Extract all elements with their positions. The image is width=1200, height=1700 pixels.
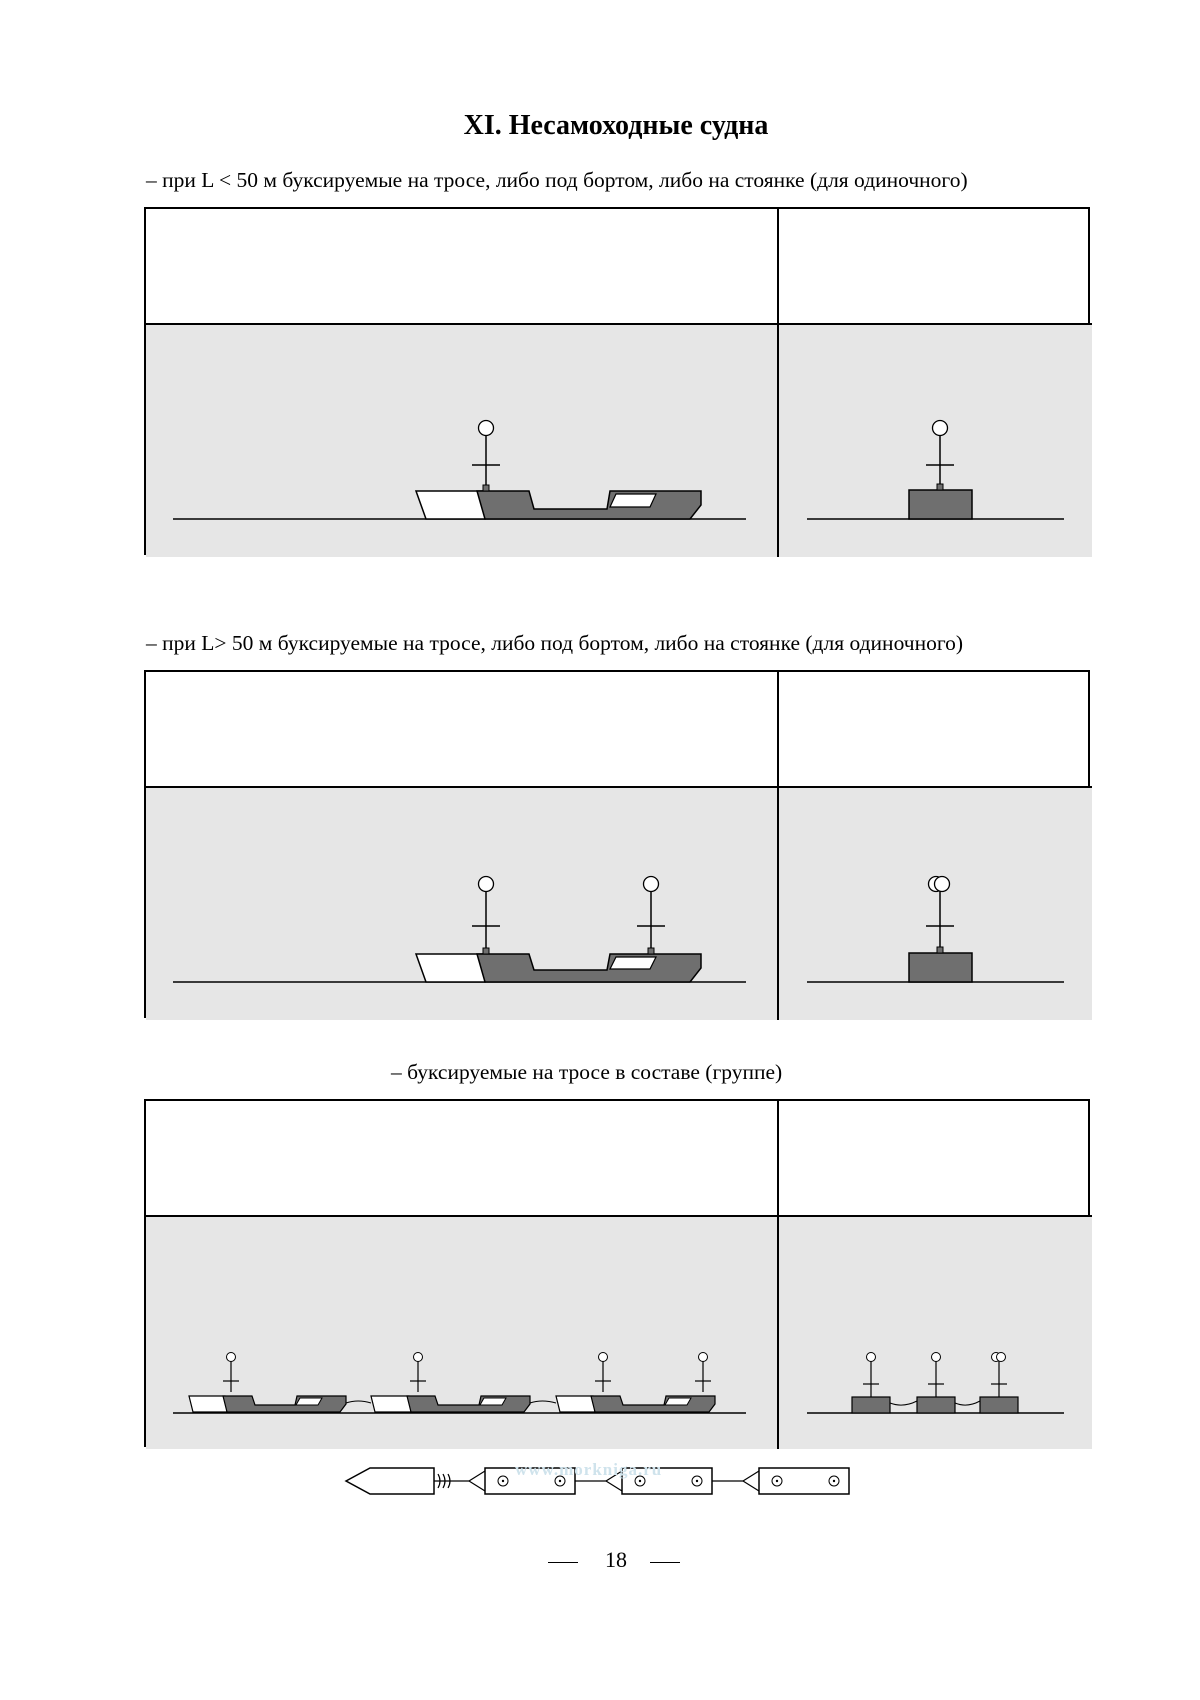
page-title: XI. Несамоходные судна: [463, 110, 769, 141]
barge-plan-3: [759, 1468, 849, 1494]
barge-end-view: [909, 953, 972, 982]
panel-1-drawing: [146, 209, 1092, 557]
panel-2-drawing: [146, 672, 1092, 1020]
page-number-dash-right: [650, 1562, 680, 1563]
panel-3-drawing: [146, 1101, 1092, 1449]
panel-2: [144, 670, 1090, 1018]
section-1-caption: – при L < 50 м буксируемые на тросе, либо под бортом, либо на стоянке (для одиночного): [146, 168, 968, 192]
panel-3: [144, 1099, 1090, 1447]
section-3-caption: – буксируемые на тросе в составе (группе): [391, 1060, 783, 1084]
tug-plan: [346, 1468, 434, 1494]
water-area: [146, 787, 1092, 1020]
water-area: [146, 324, 1092, 557]
barge-end-view: [909, 490, 972, 519]
panel-1: [144, 207, 1090, 555]
watermark: www.morkniga.ru: [515, 1460, 663, 1479]
page-number: 18: [605, 1547, 627, 1572]
section-2-caption: – при L> 50 м буксируемые на тросе, либо под бортом, либо на стоянке (для одиночного): [146, 631, 964, 655]
water-area: [146, 1216, 1092, 1449]
tow-rope-plan: [712, 1471, 759, 1491]
tow-rope-plan: [434, 1471, 485, 1491]
